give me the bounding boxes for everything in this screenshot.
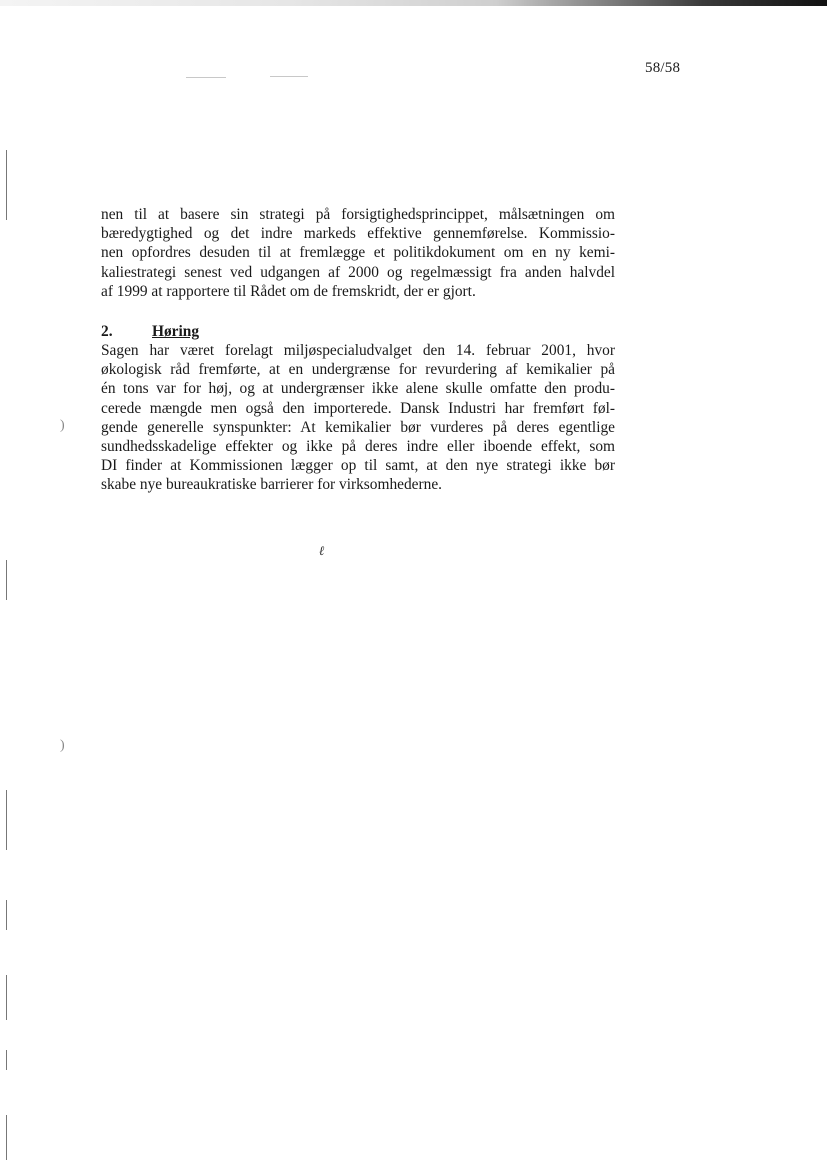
text-line: Sagen har været forelagt miljøspecialudvalget den 14. februar 2001, hvor — [101, 342, 615, 359]
text-line: nen til at basere sin strategi på forsigtighedsprincippet, målsætningen om — [101, 206, 615, 223]
scan-margin-line — [6, 1050, 7, 1070]
scan-margin-line — [6, 975, 7, 1020]
text-line: sundhedsskadelige effekter og ikke på deres indre eller iboende effekt, som — [101, 438, 615, 456]
section-paragraph — [101, 341, 615, 495]
text-line: cerede mængde men også den importerede. Dansk Industri har fremført føl- — [101, 399, 615, 417]
section-number: 2. — [101, 323, 113, 340]
text-line: af 1999 at rapportere til Rådet om de fremskridt, der er gjort. — [101, 282, 476, 300]
page-number: 58/58 — [645, 60, 681, 76]
text-line: gende generelle synspunkter: At kemikalier bør vurderes på deres egentlige — [101, 418, 615, 436]
body-paragraph — [101, 205, 615, 301]
text-line: DI finder at Kommissionen lægger op til samt, at den nye strategi ikke bør — [101, 457, 615, 475]
scan-margin-line — [6, 1115, 7, 1160]
scan-artifact — [270, 76, 308, 77]
scan-top-edge — [0, 0, 827, 6]
scan-artifact: ℓ — [319, 543, 325, 558]
scan-margin-line — [6, 900, 7, 930]
text-line: bæredygtighed og det indre markeds effektive gennemførelse. Kommissio- — [101, 225, 615, 243]
scan-artifact — [186, 77, 226, 78]
section-heading — [101, 322, 199, 341]
scan-margin-line — [6, 560, 7, 600]
scan-margin-line — [6, 790, 7, 850]
scan-margin-line — [6, 150, 7, 220]
section-title: Høring — [152, 323, 200, 340]
text-line: én tons var for høj, og at undergrænser ikke alene skulle omfatte den produ- — [101, 380, 615, 398]
scan-artifact: ) — [60, 418, 65, 433]
text-line: kaliestrategi senest ved udgangen af 2000 og regelmæssigt fra anden halvdel — [101, 263, 615, 281]
scan-artifact: ) — [60, 738, 65, 753]
text-line: nen opfordres desuden til at fremlægge et politikdokument om en ny kemi- — [101, 244, 615, 262]
text-line: skabe nye bureaukratiske barrierer for virksomhederne. — [101, 476, 443, 494]
text-line: økologisk råd fremførte, at en undergrænse for revurdering af kemikalier på — [101, 361, 615, 379]
